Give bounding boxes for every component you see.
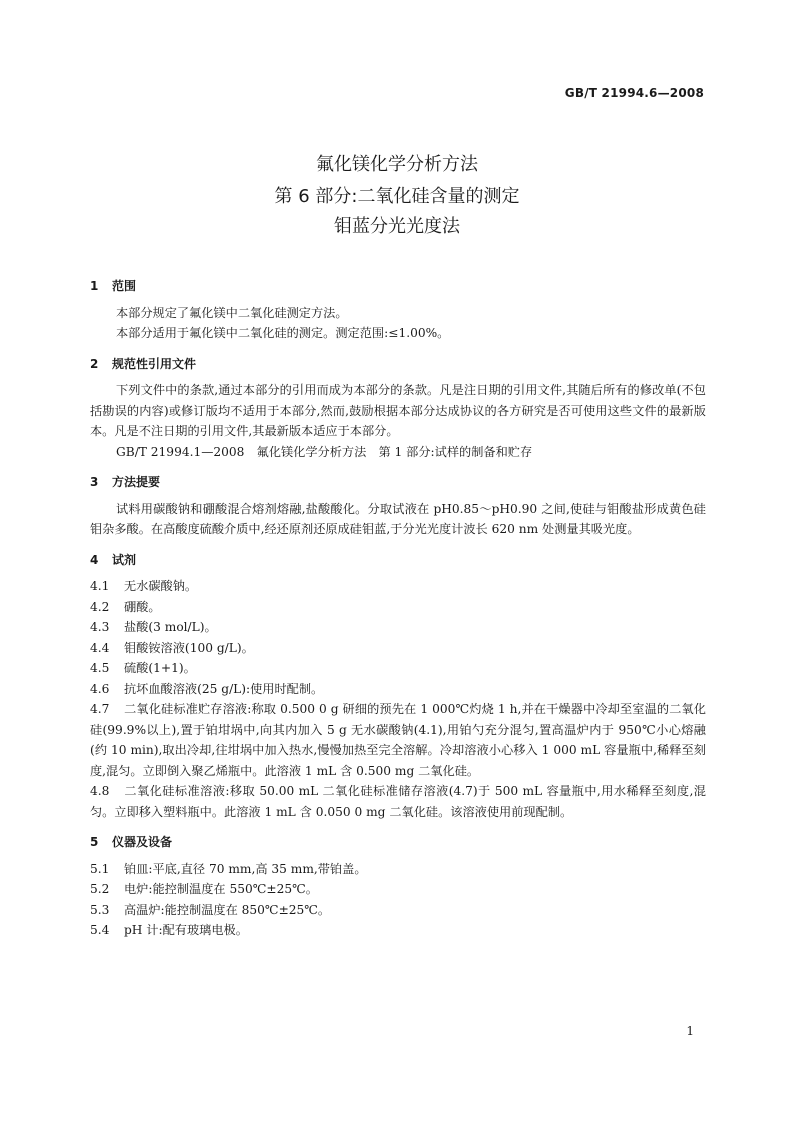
section-heading-2: 2 规范性引用文件 (90, 356, 197, 371)
page-number: 1 (686, 1024, 694, 1038)
section-heading-5: 5 仪器及设备 (90, 835, 173, 849)
section-heading-3: 3 方法提要 (90, 475, 161, 489)
section-2-para: 下列文件中的条款,通过本部分的引用而成为本部分的条款。凡是注日期的引用文件,其随后所有的修改单(不包括勘误的内容)或修订版均不适用于本部分,然而,鼓励根据本部分达成协议的各方研究是否可使用这些文件的最新版本。凡是不注日期的引用文件,其最新版本适应于本部分。 (90, 383, 706, 438)
list-item: 4.3 盐酸(3 mol/L)。 (90, 620, 217, 634)
list-item: 5.3 高温炉:能控制温度在 850℃±25℃。 (90, 902, 331, 917)
list-item: 5.2 电炉:能控制温度在 550℃±25℃。 (90, 882, 318, 896)
standard-number: GB/T 21994.6—2008 (564, 86, 704, 100)
list-item: 5.4 pH 计:配有玻璃电极。 (90, 923, 248, 937)
list-item: 4.1 无水碳酸钠。 (90, 579, 198, 593)
section-heading-1: 1 范围 (90, 279, 137, 293)
document-body (90, 276, 706, 941)
list-item: 4.5 硫酸(1+1)。 (90, 661, 196, 675)
section-3-para: 试料用碳酸钠和硼酸混合熔剂熔融,盐酸酸化。分取试液在 pH0.85～pH0.90 之间,使硅与钼酸盐形成黄色硅钼杂多酸。在高酸度硫酸介质中,经还原剂还原成硅钼蓝,于分光光度计波长 620 nm 处测量其吸光度。 (90, 501, 706, 536)
list-item: 4.6 抗坏血酸溶液(25 g/L):使用时配制。 (90, 681, 324, 696)
title-line-1: 氟化镁化学分析方法 (316, 154, 478, 175)
list-item: 4.4 钼酸铵溶液(100 g/L)。 (90, 640, 254, 655)
list-item: 4.2 硼酸。 (90, 599, 161, 614)
section-1-para-2: 本部分适用于氟化镁中二氧化硅的测定。测定范围:≤1.00%。 (116, 326, 450, 340)
list-item: 4.7 二氧化硅标准贮存溶液:称取 0.500 0 g 研细的预先在 1 000℃灼烧 1 h,并在干燥器中冷却至室温的二氧化硅(99.9%以上),置于铂坩埚中,向其内加入 5 g 无水碳酸钠(4.1),用铂勺充分混匀,置高温炉内于 950℃小心熔融(约 10 min),取出冷却,往坩埚中加入热水,慢慢加热至完全溶解。冷却溶液小心移入 1 000 mL 容量瓶中,稀释至刻度,混匀。立即倒入聚乙烯瓶中。此溶液 1 mL 含 0.500 mg 二氧化硅。 (90, 702, 706, 778)
title-line-3: 钼蓝分光光度法 (334, 216, 460, 237)
list-item: 4.8 二氧化硅标准溶液:移取 50.00 mL 二氧化硅标准储存溶液(4.7)于 500 mL 容量瓶中,用水稀释至刻度,混匀。立即移入塑料瓶中。此溶液 1 mL 含 0.050 0 mg 二氧化硅。该溶液使用前现配制。 (90, 784, 706, 819)
section-1-para-1: 本部分规定了氟化镁中二氧化硅测定方法。 (116, 305, 348, 320)
section-heading-4: 4 试剂 (90, 552, 137, 567)
title-line-2: 第 6 部分:二氧化硅含量的测定 (274, 186, 520, 207)
list-item: 5.1 铂皿:平底,直径 70 mm,高 35 mm,带铂盖。 (90, 861, 367, 876)
normative-reference: GB/T 21994.1—2008 氟化镁化学分析方法 第 1 部分:试样的制备和贮存 (116, 444, 533, 459)
